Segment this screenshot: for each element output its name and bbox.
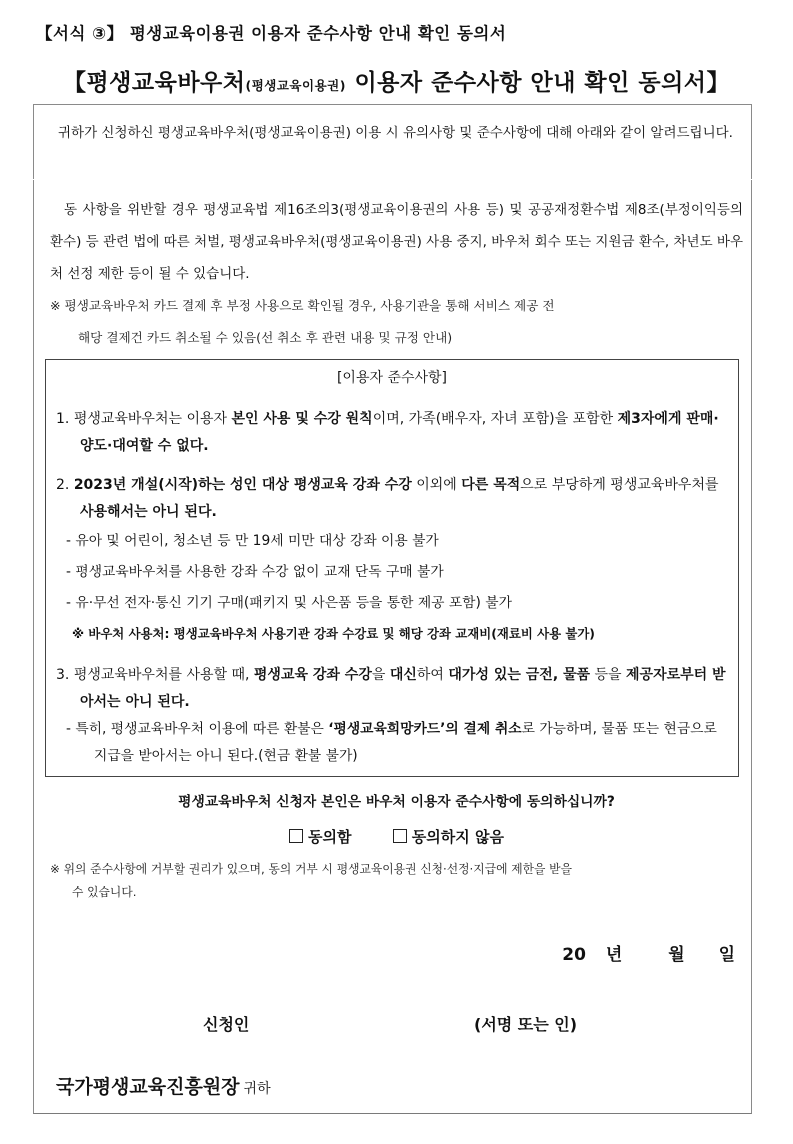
disagree-option[interactable] — [393, 826, 504, 847]
form-label: 【서식 ③】 평생교육이용권 이용자 준수사항 안내 확인 동의서 — [36, 24, 507, 43]
rule-2-sub-2: - 평생교육바우처를 사용한 강좌 수강 없이 교재 단독 구매 불가 — [66, 564, 444, 580]
refusal-note-line1: ※ 위의 준수사항에 거부할 권리가 있으며, 동의 거부 시 평생교육이용권 신청·선정·지급에 제한을 받을 — [50, 862, 572, 876]
card-note-line2: 해당 결제건 카드 취소될 수 있음(선 취소 후 관련 내용 및 규정 안내) — [78, 330, 453, 345]
rules-box — [45, 359, 739, 777]
title-prefix: 【평생교육바우처 — [62, 70, 246, 96]
rule-text: 평생교육바우처를 사용할 때, — [73, 667, 254, 683]
rule-number: 1. — [56, 411, 74, 427]
title-suffix: 이용자 준수사항 안내 확인 동의서】 — [345, 70, 731, 96]
agree-option[interactable] — [289, 826, 351, 847]
consent-question: 평생교육바우처 신청자 본인은 바우처 이용자 준수사항에 동의하십니까? — [178, 794, 615, 810]
rule-emphasis: 제3자에게 판매·양도·대여할 수 없다. — [80, 411, 719, 454]
intro-paragraph — [50, 118, 743, 148]
rule-text: - 특히, 평생교육바우처 이용에 따른 환불은 — [66, 721, 329, 737]
recipient-suffix: 귀하 — [243, 1081, 271, 1097]
disagree-label: 동의하지 않음 — [411, 828, 504, 846]
rule-text: 이외에 — [411, 477, 462, 493]
section-divider — [33, 179, 752, 180]
rule-text: 로 가능하며, 물품 또는 현금으로 지급을 받아서는 아니 된다.(현금 환불 불가) — [94, 721, 717, 764]
date-field[interactable] — [562, 940, 735, 965]
recipient-name: 국가평생교육진흥원장 — [56, 1076, 240, 1098]
rule-1 — [56, 406, 730, 460]
rules-title: [이용자 준수사항] — [336, 370, 448, 386]
rule-2-sub-1: - 유아 및 어린이, 청소년 등 만 19세 미만 대상 강좌 이용 불가 — [66, 533, 439, 549]
rule-number: 3. — [56, 667, 74, 683]
rule-2 — [56, 472, 730, 649]
warning-paragraph — [50, 194, 743, 290]
applicant-label: 신청인 — [203, 1015, 250, 1034]
year-label: 년 — [605, 945, 623, 965]
rule-emphasis: ‘평생교육희망카드’의 결제 취소 — [328, 721, 522, 737]
rule-text: 평생교육바우처는 이용자 — [73, 411, 232, 427]
rule-emphasis: 2023년 개설(시작)하는 성인 대상 평생교육 강좌 수강 — [73, 477, 412, 493]
rule-emphasis: 사용해서는 아니 된다. — [80, 504, 217, 520]
refusal-right-note — [50, 858, 743, 904]
rule-3-sub — [56, 716, 730, 770]
refusal-note-line2: 수 있습니다. — [72, 885, 137, 899]
rule-emphasis: 본인 사용 및 수강 원칙 — [231, 411, 373, 427]
rule-emphasis: 대가성 있는 금전, 물품 — [448, 667, 591, 683]
year-prefix: 20 — [562, 945, 586, 965]
rule-2-sub-3: - 유·무선 전자·통신 기기 구매(패키지 및 사은품 등을 통한 제공 포함) 불가 — [66, 595, 512, 611]
warning-text: 동 사항을 위반할 경우 평생교육법 제16조의3(평생교육이용권의 사용 등) 및 공공재정환수법 제8조(부정이익등의 환수) 등 관련 법에 따른 처벌, 평생교육바우처(평생교육이용권) 사용 중지, 바우처 회수 또는 지원금 환수, 차년도 바우처 선정 제한 등이 될 수 있습니다. — [50, 202, 743, 282]
disagree-checkbox[interactable] — [393, 829, 407, 843]
rule-number: 2. — [56, 477, 74, 493]
rule-text: 이며, 가족(배우자, 자녀 포함)을 포함한 — [372, 411, 618, 427]
card-note-line1: ※ 평생교육바우처 카드 결제 후 부정 사용으로 확인될 경우, 사용기관을 통해 서비스 제공 전 — [50, 298, 555, 313]
consent-options — [0, 826, 793, 847]
rule-emphasis: 다른 목적 — [461, 477, 521, 493]
month-label: 월 — [668, 945, 685, 965]
intro-text: 귀하가 신청하신 평생교육바우처(평생교육이용권) 이용 시 유의사항 및 준수사항에 대해 아래와 같이 알려드립니다. — [58, 125, 733, 141]
card-note — [50, 290, 743, 354]
voucher-usage-note: ※ 바우처 사용처: 평생교육바우처 사용기관 강좌 수강료 및 해당 강좌 교재비(재료비 사용 불가) — [72, 626, 595, 641]
rule-emphasis: 대신 — [389, 667, 417, 683]
agree-label: 동의함 — [308, 828, 352, 846]
rule-3 — [56, 662, 730, 770]
day-label: 일 — [718, 945, 735, 965]
agree-checkbox[interactable] — [289, 829, 303, 843]
rule-emphasis: 평생교육 강좌 수강 — [253, 667, 372, 683]
rule-text: 을 — [371, 667, 390, 683]
title-small: (평생교육이용권) — [245, 78, 346, 93]
signature-field[interactable]: (서명 또는 인) — [474, 1015, 578, 1034]
rule-text: 으로 부당하게 평생교육바우처를 — [520, 477, 719, 493]
rule-emphasis: 제공자로부터 받아서는 아니 된다. — [80, 667, 726, 710]
rule-text: 등을 — [590, 667, 627, 683]
document-title — [0, 64, 793, 97]
rule-text: 하여 — [416, 667, 449, 683]
recipient — [56, 1072, 271, 1099]
